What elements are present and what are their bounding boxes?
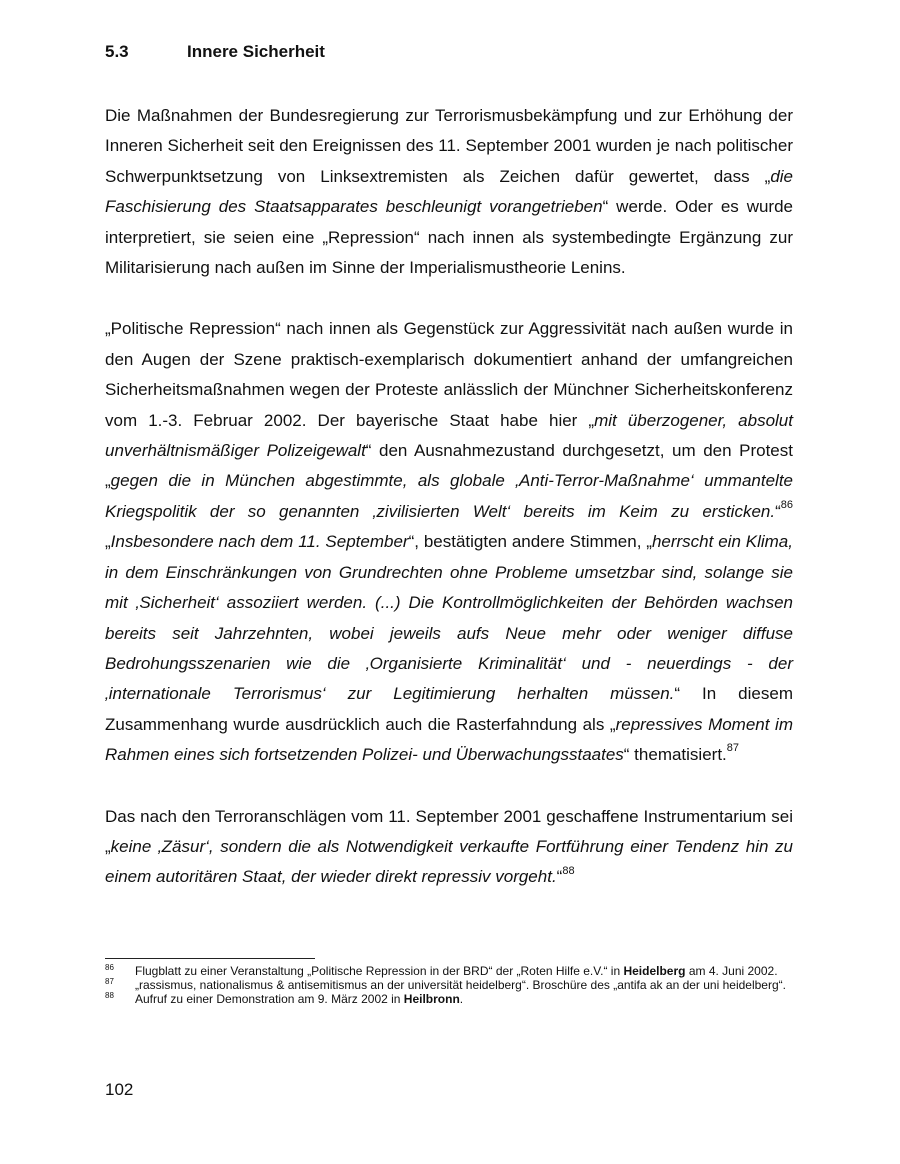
footnote-ref-86[interactable]: 86 [780,499,793,512]
footnote [105,978,793,992]
text-segment: „ [105,532,111,552]
text-segment: “ [556,867,563,887]
quote-segment: herrscht ein Klima, in dem Einschränkungen von Grundrechten ohne Probleme umsetzbar sind, solange sie mit ‚Sicherheit‘ assoziiert werden. (...) Die Kontrollmöglichkeiten der Behörden wachsen bereits seit Jahrzehnten, wobei jeweils aufs Neue mehr oder weniger diffuse Bedrohungsszenarien wie die ‚Organisierte Kriminalität‘ und - neuerdings - der ‚internationale Terrorismus‘ zur Legitimierung herhalten müssen. [105,532,793,704]
page-number: 102 [105,1080,134,1099]
footnote-number: 86 [105,963,114,972]
text-segment: Die Maßnahmen der Bundesregierung zur Terrorismusbekämpfung und zur Erhöhung der Inneren Sicherheit seit den Ereignissen des 11. September 2001 wurden je nach politischer Schwerpunktsetzung von Linksextremisten als Zeichen dafür gewertet, dass „ [105,106,793,186]
text-segment: “ werde. Oder es wurde interpretiert, sie seien eine „Repression“ nach innen als systembedingte Ergänzung zur Militarisierung nach außen im Sinne der Imperialismustheorie Lenins. [105,197,793,278]
text-segment: Flugblatt zu einer Veranstaltung „Politische Repression in der BRD“ der „Roten Hilfe e.V.“ in [135,964,624,978]
quote-segment: gegen die in München abgestimmte, als globale ‚Anti-Terror-Maßnahme‘ ummantelte Kriegspolitik der so genannten ‚zivilisierten Welt‘ bereits im Keim zu ersticken. [105,471,793,521]
footnotes [105,964,793,1006]
text-segment: “ [775,501,781,521]
footnote [105,992,793,1006]
bold-segment: Heidelberg [623,964,686,978]
section-title: Innere Sicherheit [187,42,325,61]
quote-segment: mit überzogener, absolut unverhältnismäßiger Polizeigewalt [105,410,793,461]
quote-segment: die Faschisierung des Staatsapparates beschleunigt vorangetrieben [105,166,793,217]
footnote-ref-88[interactable]: 88 [562,864,575,877]
quote-segment: Insbesondere nach dem 11. September [110,532,409,552]
footnote-number: 88 [105,991,114,1000]
text-segment: „rassismus, nationalismus & antisemitismus an der universität heidelberg“. Broschüre des „antifa ak an der uni heidelberg“. [135,978,786,992]
footnote-separator [105,958,315,959]
text-segment: Aufruf zu einer Demonstration am 9. März 2002 in [135,992,404,1006]
text-segment: “ den Ausnahmezustand durchgesetzt, um den Protest „ [105,441,793,491]
footnote-text [135,964,793,978]
footnote-ref-87[interactable]: 87 [726,742,740,755]
section-heading [105,40,793,64]
section-number: 5.3 [105,42,129,61]
footnote-text [135,978,793,992]
text-segment: Das nach den Terroranschlägen vom 11. September 2001 geschaffene Instrumentarium sei „ [105,806,793,856]
text-segment: “, bestätigten andere Stimmen, „ [408,532,652,552]
footnote [105,964,793,978]
text-segment: “ thematisiert. [623,745,727,765]
text-segment: . [459,992,464,1006]
quote-segment: keine ‚Zäsur‘, sondern die als Notwendigkeit verkaufte Fortführung einer Tendenz hin zu einem autoritären Staat, der wieder direkt repressiv vorgeht. [105,836,793,887]
text-segment: am 4. Juni 2002. [685,964,778,978]
paragraph-3 [105,802,793,893]
quote-segment: repressives Moment im Rahmen eines sich fortsetzenden Polizei- und Überwachungsstaates [105,714,793,765]
paragraph-1 [105,101,793,283]
footnote-number: 87 [105,977,114,986]
paragraph-2 [105,314,793,770]
bold-segment: Heilbronn [403,992,460,1006]
page-body [105,40,793,893]
text-segment: “ In diesem Zusammenhang wurde ausdrücklich auch die Rasterfahndung als „ [105,684,793,734]
footnote-text [135,992,793,1006]
text-segment: „Politische Repression“ nach innen als Gegenstück zur Aggressivität nach außen wurde in den Augen der Szene praktisch-exemplarisch dokumentiert anhand der umfangreichen Sicherheitsmaßnahmen wegen der Proteste anlässlich der Münchner Sicherheitskonferenz vom 1.-3. Februar 2002. Der bayerische Staat habe hier „ [105,319,793,430]
